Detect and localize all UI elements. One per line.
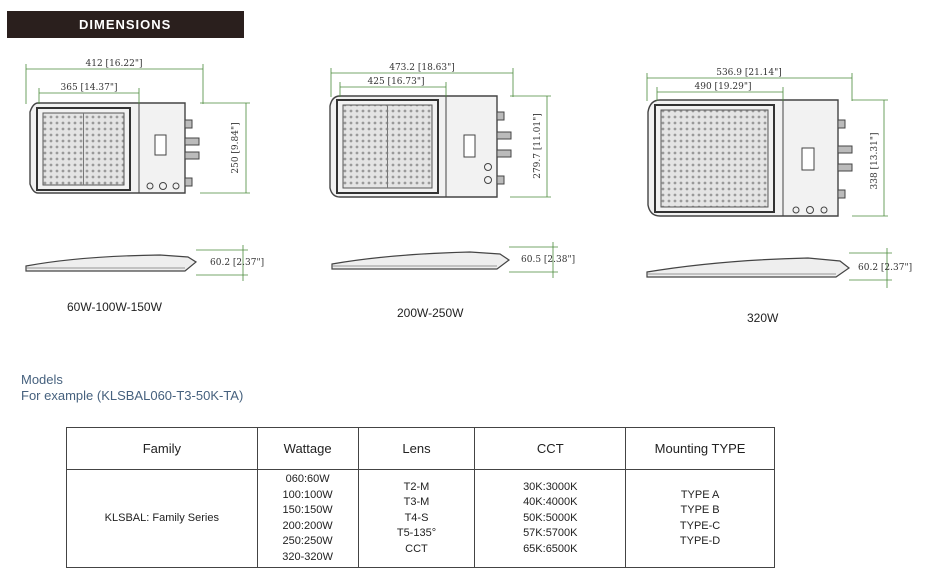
fixture-1-width: 250 [9.84"]	[231, 122, 241, 174]
wattage-option: 200:200W	[282, 519, 333, 532]
mounting-option: TYPE-D	[679, 535, 721, 547]
cct-option: 30K:3000K	[523, 480, 578, 493]
wattage-option: 250:250W	[282, 535, 333, 547]
lens-option: CCT	[405, 542, 428, 555]
fixture-1-top-view	[30, 103, 199, 193]
lens-option: T4-S	[404, 511, 429, 524]
fixture-3-height: 60.2 [2.37"]	[858, 263, 913, 273]
lens-cell	[358, 470, 475, 568]
models-section	[21, 372, 243, 404]
fixture-2-body-length: 425 [16.73"]	[367, 77, 425, 87]
fixture-3-caption: 320W	[747, 311, 779, 325]
fixture-2-top-view	[330, 96, 511, 197]
fixture-3-top-view	[648, 100, 852, 216]
header-wattage: Wattage	[257, 428, 358, 470]
section-header: DIMENSIONS	[7, 11, 244, 38]
fixture-3-width: 338 [13.31"]	[870, 132, 880, 190]
fixture-2-overall-length: 473.2 [18.63"]	[389, 63, 455, 73]
wattage-option: 060:60W	[285, 473, 330, 485]
table-header-row	[67, 428, 775, 470]
fixture-3-overall-length: 536.9 [21.14"]	[716, 68, 782, 78]
fixture-3-side-view	[647, 258, 849, 277]
fixture-2-width: 279.7 [11.01"]	[533, 113, 543, 179]
header-cct: CCT	[475, 428, 626, 470]
table-row	[67, 470, 775, 568]
fixture-1-height: 60.2 [2.37"]	[210, 258, 265, 268]
mounting-cell	[626, 470, 775, 568]
fixture-1-overall-length: 412 [16.22"]	[85, 59, 143, 69]
cct-option: 50K:5000K	[523, 511, 578, 524]
mounting-option: TYPE A	[680, 488, 720, 501]
fixture-1-body-length: 365 [14.37"]	[60, 83, 118, 93]
lens-option: T3-M	[403, 496, 430, 509]
cct-option: 57K:5700K	[523, 527, 578, 540]
fixture-1-side-view	[26, 255, 196, 271]
fixture-3-body-length: 490 [19.29"]	[694, 82, 752, 92]
mounting-option: TYPE-C	[679, 519, 721, 532]
family-cell	[67, 470, 258, 568]
wattage-option: 320-320W	[282, 550, 334, 563]
wattage-option: 100:100W	[282, 488, 333, 501]
fixture-2-height: 60.5 [2.38"]	[521, 255, 576, 265]
cct-option: 40K:4000K	[523, 496, 578, 509]
lens-option: T5-135°	[396, 527, 437, 540]
fixture-2-side-view	[332, 252, 509, 269]
cct-cell	[475, 470, 626, 568]
header-mounting-type: Mounting TYPE	[626, 428, 775, 470]
lens-option: T2-M	[403, 480, 430, 493]
fixture-1-caption: 60W-100W-150W	[67, 300, 162, 314]
header-lens: Lens	[358, 428, 475, 470]
wattage-option: 150:150W	[282, 504, 333, 516]
model-spec-table	[66, 427, 775, 568]
fixture-2-caption: 200W-250W	[397, 306, 464, 320]
models-title: Models	[21, 372, 63, 387]
wattage-cell	[257, 470, 358, 568]
models-example: For example (KLSBAL060-T3-50K-TA)	[21, 388, 244, 403]
family-value: KLSBAL: Family Series	[104, 511, 219, 524]
cct-option: 65K:6500K	[523, 542, 578, 555]
mounting-option: TYPE B	[680, 504, 720, 516]
header-family: Family	[67, 428, 258, 470]
